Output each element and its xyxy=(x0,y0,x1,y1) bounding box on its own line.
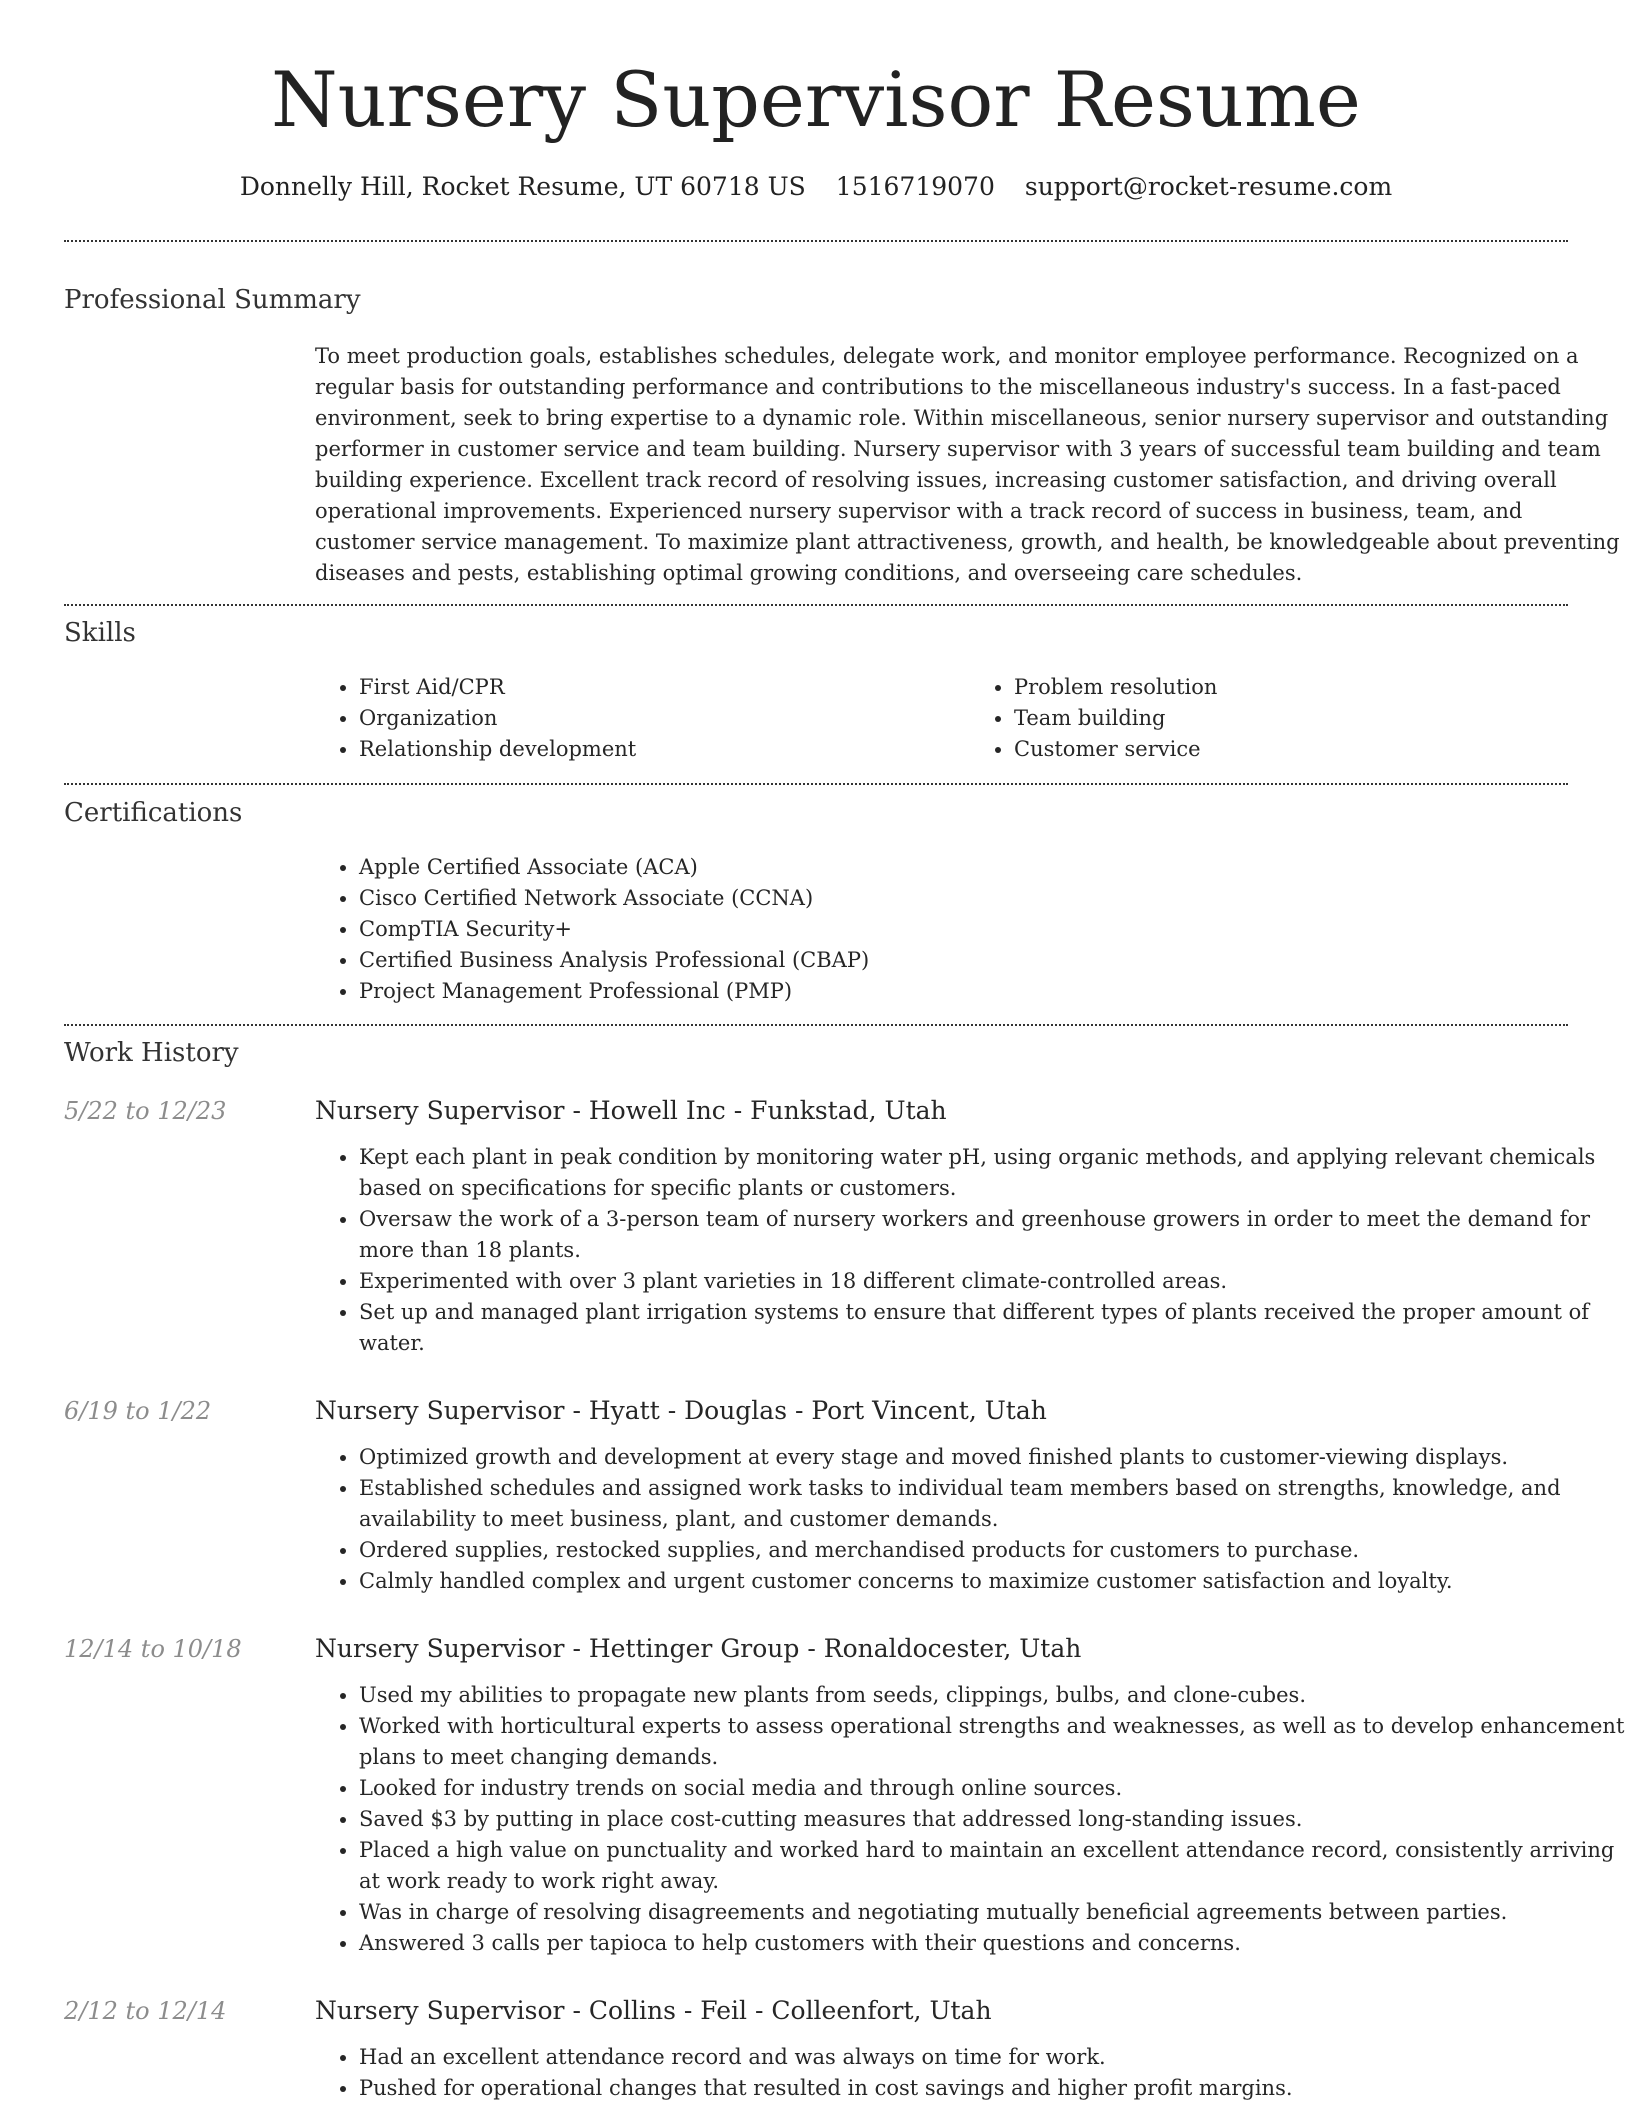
skill-item: • Problem resolution xyxy=(1014,672,1625,703)
section-heading-work-history: Work History xyxy=(64,1038,239,1068)
job-bullet: • Kept each plant in peak condition by monitoring water pH, using organic methods, and applying relevant chemicals based on specifications for specific plants or customers. xyxy=(359,1142,1625,1204)
job-bullet: • Answered 3 calls per tapioca to help customers with their questions and concerns. xyxy=(359,1928,1625,1959)
section-heading-skills: Skills xyxy=(64,618,136,648)
job-bullet: • Placed a high value on punctuality and worked hard to maintain an excellent attendance record, consistently arriving at work ready to work right away. xyxy=(359,1835,1625,1897)
job-bullet: • Saved $3 by putting in place cost-cutting measures that addressed long-standing issues. xyxy=(359,1804,1625,1835)
job-bullet: • Was in charge of resolving disagreements and negotiating mutually beneficial agreements between parties. xyxy=(359,1897,1625,1928)
skill-item: • Relationship development xyxy=(359,734,970,765)
job-bullets xyxy=(315,1680,1625,1959)
job-bullets xyxy=(315,1442,1625,1597)
job-bullet: • Pushed for operational changes that resulted in cost savings and higher profit margins. xyxy=(359,2073,1625,2104)
job-bullet: • Used my abilities to propagate new plants from seeds, clippings, bulbs, and clone-cubes. xyxy=(359,1680,1625,1711)
certification-item: • Apple Certified Associate (ACA) xyxy=(359,852,1625,883)
job-bullet: • Oversaw the work of a 3-person team of nursery workers and greenhouse growers in order to meet the demand for more than 18 plants. xyxy=(359,1204,1625,1266)
job-entry xyxy=(315,1094,1625,1359)
contact-phone: 1516719070 xyxy=(835,172,995,201)
certification-item: • Cisco Certified Network Associate (CCNA) xyxy=(359,883,1625,914)
job-bullet: • Set up and managed plant irrigation systems to ensure that different types of plants received the proper amount of water. xyxy=(359,1297,1625,1359)
job-title: Nursery Supervisor - Collins - Feil - Colleenfort, Utah xyxy=(315,1996,992,2025)
job-title: Nursery Supervisor - Hettinger Group - Ronaldocester, Utah xyxy=(315,1634,1082,1663)
certification-item: • Certified Business Analysis Professional (CBAP) xyxy=(359,945,1625,976)
skills-block xyxy=(315,672,1625,765)
page-title: Nursery Supervisor Resume xyxy=(271,55,1361,144)
job-dates: 6/19 to 1/22 xyxy=(64,1397,212,1425)
skill-item: • Team building xyxy=(1014,703,1625,734)
skill-item: • Customer service xyxy=(1014,734,1625,765)
certifications-list xyxy=(315,852,1625,1007)
job-bullet: • Worked with horticultural experts to assess operational strengths and weaknesses, as well as to develop enhancement plans to meet changing demands. xyxy=(359,1711,1625,1773)
job-bullets xyxy=(315,2042,1625,2104)
skills-grid xyxy=(315,672,1625,765)
job-bullet: • Experimented with over 3 plant varieties in 18 different climate-controlled areas. xyxy=(359,1266,1625,1297)
contact-email[interactable]: support@rocket-resume.com xyxy=(1024,172,1393,201)
skill-item: • First Aid/CPR xyxy=(359,672,970,703)
job-bullet: • Ordered supplies, restocked supplies, and merchandised products for customers to purchase. xyxy=(359,1535,1625,1566)
job-bullet: • Calmly handled complex and urgent customer concerns to maximize customer satisfaction and loyalty. xyxy=(359,1566,1625,1597)
job-entry xyxy=(315,1994,1625,2104)
job-entry xyxy=(315,1394,1625,1597)
job-bullets xyxy=(315,1142,1625,1359)
skill-item: • Organization xyxy=(359,703,970,734)
section-divider xyxy=(64,1024,1568,1026)
skills-list-right xyxy=(970,672,1625,765)
job-entry xyxy=(315,1632,1625,1959)
section-heading-summary: Professional Summary xyxy=(64,285,361,315)
job-dates: 2/12 to 12/14 xyxy=(64,1997,227,2025)
job-bullet: • Looked for industry trends on social media and through online sources. xyxy=(359,1773,1625,1804)
job-dates: 12/14 to 10/18 xyxy=(64,1635,242,1663)
contact-line xyxy=(64,170,1568,204)
job-bullet: • Optimized growth and development at every stage and moved finished plants to customer-viewing displays. xyxy=(359,1442,1625,1473)
certifications-block xyxy=(315,852,1625,1007)
section-divider xyxy=(64,604,1568,606)
summary-block xyxy=(315,341,1625,589)
contact-address: Donnelly Hill, Rocket Resume, UT 60718 US xyxy=(239,172,806,201)
job-bullet: • Had an excellent attendance record and was always on time for work. xyxy=(359,2042,1625,2073)
certification-item: • CompTIA Security+ xyxy=(359,914,1625,945)
job-bullet: • Established schedules and assigned work tasks to individual team members based on strengths, knowledge, and availability to meet business, plant, and customer demands. xyxy=(359,1473,1625,1535)
skills-list-left xyxy=(315,672,970,765)
section-divider xyxy=(64,240,1568,242)
certification-item: • Project Management Professional (PMP) xyxy=(359,976,1625,1007)
job-title: Nursery Supervisor - Howell Inc - Funkstad, Utah xyxy=(315,1096,947,1125)
section-heading-certifications: Certifications xyxy=(64,798,243,828)
job-dates: 5/22 to 12/23 xyxy=(64,1097,227,1125)
summary-text: To meet production goals, establishes schedules, delegate work, and monitor employee performance. Recognized on a regular basis for outstanding performance and contributions to the miscellaneous industry's success. In a fast-paced environment, seek to bring expertise to a dynamic role. Within miscellaneous, senior nursery supervisor and outstanding performer in customer service and team building. Nursery supervisor with 3 years of successful team building and team building experience. Excellent track record of resolving issues, increasing customer satisfaction, and driving overall operational improvements. Experienced nursery supervisor with a track record of success in business, team, and customer service management. To maximize plant attractiveness, growth, and health, be knowledgeable about preventing diseases and pests, establishing optimal growing conditions, and overseeing care schedules. xyxy=(315,344,1620,585)
section-divider xyxy=(64,783,1568,785)
job-title: Nursery Supervisor - Hyatt - Douglas - Port Vincent, Utah xyxy=(315,1396,1047,1425)
